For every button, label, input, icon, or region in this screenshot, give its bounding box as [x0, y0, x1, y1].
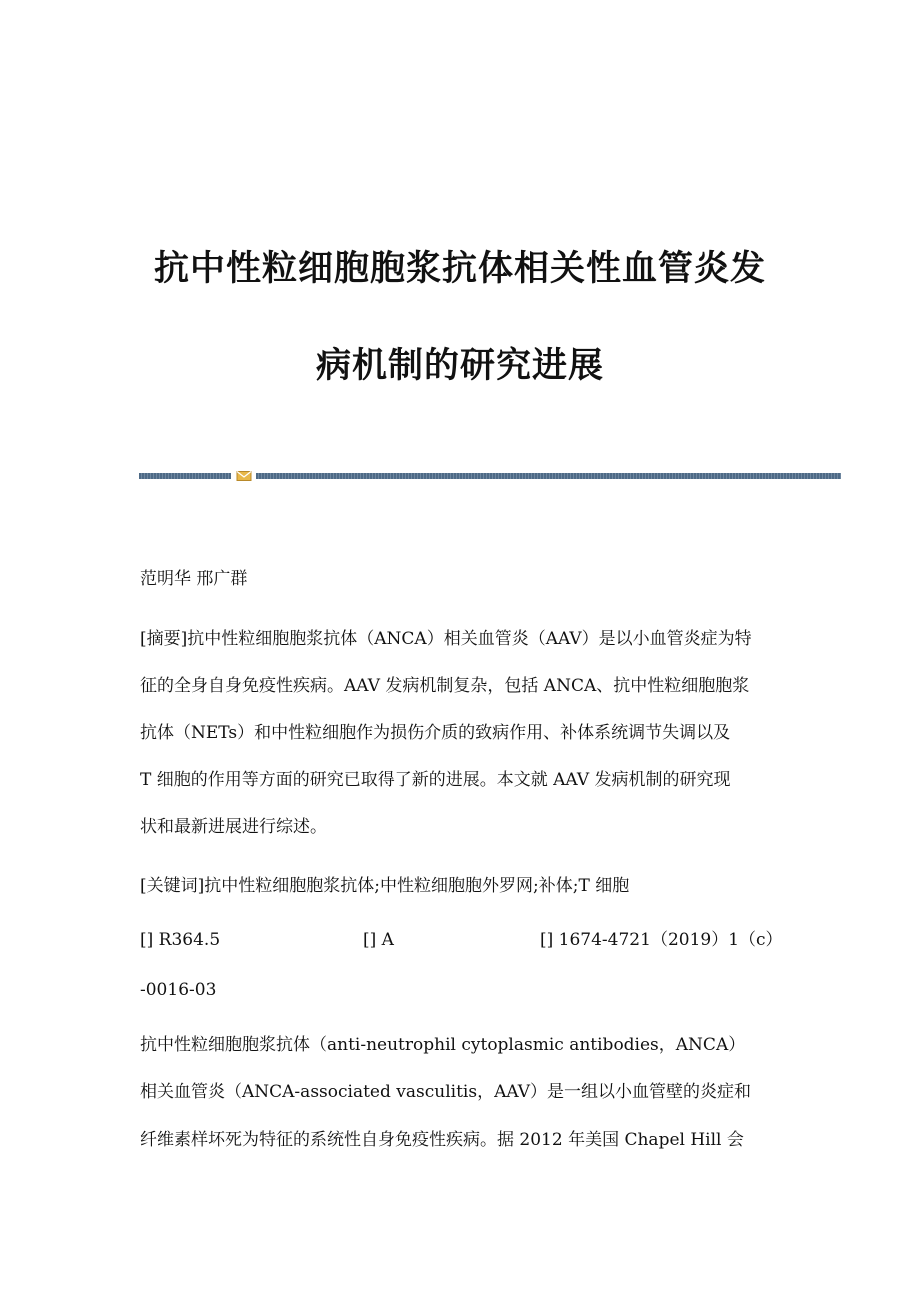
body-line: 纤维素样坏死为特征的系统性自身免疫性疾病。据 2012 年美国 Chapel Hill 会: [140, 1130, 744, 1150]
divider-bar-left: [139, 473, 231, 479]
abstract-line: T 细胞的作用等方面的研究已取得了新的进展。本文就 AAV 发病机制的研究现: [140, 770, 731, 790]
keywords: [关键词]抗中性粒细胞胞浆抗体;中性粒细胞胞外罗网;补体;T 细胞: [140, 876, 630, 896]
authors: 范明华 邢广群: [140, 569, 248, 589]
abstract-line: 征的全身自身免疫性疾病。AAV 发病机制复杂，包括 ANCA、抗中性粒细胞胞浆: [140, 676, 750, 696]
abstract-line: 状和最新进展进行综述。: [140, 817, 327, 837]
article-id: [] 1674-4721（2019）1（c）: [540, 930, 783, 950]
article-id-continued: -0016-03: [140, 980, 217, 1000]
body-line: 相关血管炎（ANCA-associated vasculitis，AAV）是一组以小血管壁的炎症和: [140, 1082, 752, 1102]
clc-number: [] R364.5: [140, 930, 221, 950]
divider-bar-right: [256, 473, 841, 479]
title-line-2: 病机制的研究进展: [315, 346, 604, 387]
abstract-line: 抗体（NETs）和中性粒细胞作为损伤介质的致病作用、补体系统调节失调以及: [140, 723, 731, 743]
title-line-1: 抗中性粒细胞胞浆抗体相关性血管炎发: [153, 249, 766, 290]
envelope-icon: [236, 470, 252, 482]
body-line: 抗中性粒细胞胞浆抗体（anti-neutrophil cytoplasmic antibodies，ANCA）: [140, 1035, 746, 1055]
abstract-line: [摘要]抗中性粒细胞胞浆抗体（ANCA）相关血管炎（AAV）是以小血管炎症为特: [140, 629, 752, 649]
document-code: [] A: [363, 930, 394, 950]
title-divider: [139, 470, 841, 482]
